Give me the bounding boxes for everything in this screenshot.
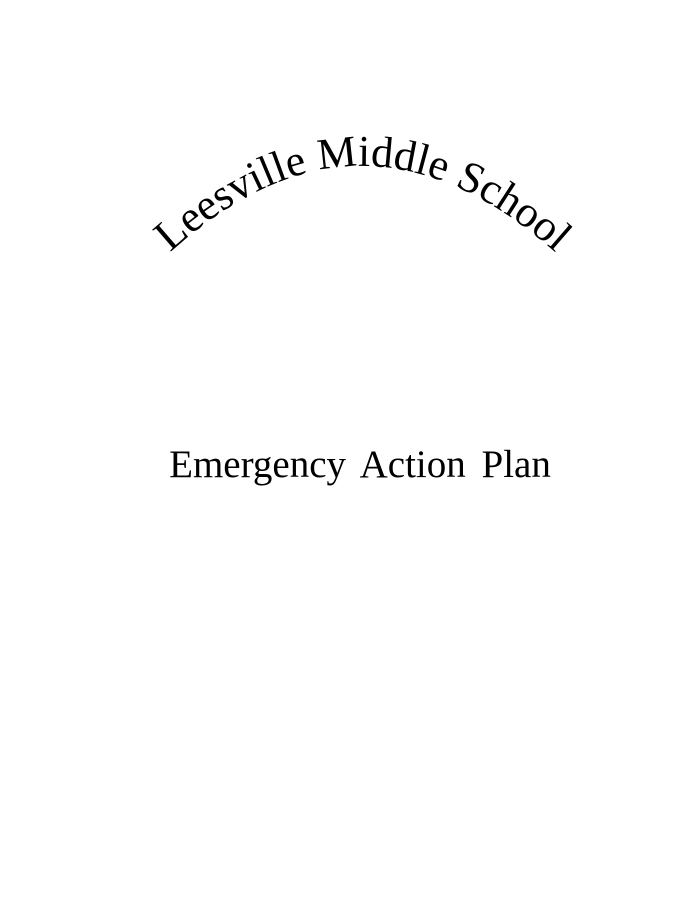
school-name-arc [0,0,695,360]
school-name-text: Leesville Middle School [144,126,582,261]
plan-title: Emergency Action Plan [169,443,551,486]
school-name [145,126,582,260]
